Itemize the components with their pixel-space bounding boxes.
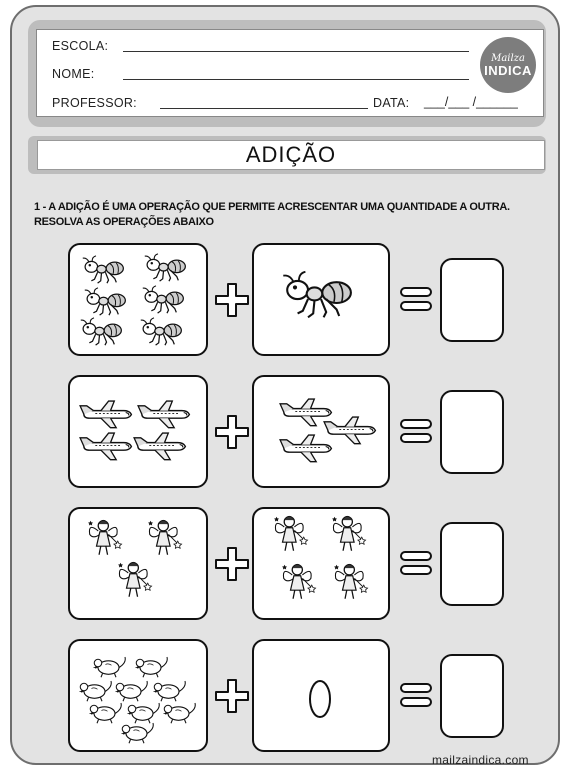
ant-icon [70,245,205,353]
zero-icon [254,641,387,749]
date-blanks[interactable]: ___/___ /______ [424,95,518,109]
professor-label: PROFESSOR: [52,96,137,110]
title-box [37,140,545,170]
airplane-icon [70,377,205,485]
exercise-2-left-box [68,375,208,488]
exercise-3-answer-box[interactable] [440,522,504,606]
plus-icon [215,415,249,449]
plus-icon [215,547,249,581]
nome-label: NOME: [52,67,95,81]
logo-line1: Mailza [491,52,525,64]
footer-website[interactable]: mailzaindica.com [432,753,529,767]
equals-icon [400,551,433,576]
mailza-indica-logo [480,37,536,93]
professor-line[interactable] [160,108,368,109]
fairy-icon [70,509,205,617]
exercise-3-left-box [68,507,208,620]
exercise-2-right-box [252,375,390,488]
nome-line[interactable] [123,79,469,80]
instructions-line1: 1 - A ADIÇÃO É UMA OPERAÇÃO QUE PERMITE ACRESCENTAR UMA QUANTIDADE A OUTRA. [34,201,510,213]
exercise-3-right-box [252,507,390,620]
escola-line[interactable] [123,51,469,52]
escola-label: ESCOLA: [52,39,109,53]
equals-icon [400,419,433,444]
airplane-icon [254,377,387,485]
exercise-4-answer-box[interactable] [440,654,504,738]
exercise-1-left-box [68,243,208,356]
exercise-4-left-box [68,639,208,752]
exercise-1-right-box [252,243,390,356]
plus-icon [215,283,249,317]
data-label: DATA: [373,96,410,110]
instructions [34,200,510,230]
equals-icon [400,287,433,312]
page-title: ADIÇÃO [245,142,337,167]
ant-icon [254,245,387,353]
fairy-icon [254,509,387,617]
instructions-line2: RESOLVA AS OPERAÇÕES ABAIXO [34,216,214,228]
equals-icon [400,683,433,708]
mouse-icon [70,641,205,749]
logo-line2: INDICA [484,62,532,78]
exercise-4-right-box [252,639,390,752]
exercise-1-answer-box[interactable] [440,258,504,342]
plus-icon [215,679,249,713]
exercise-2-answer-box[interactable] [440,390,504,474]
